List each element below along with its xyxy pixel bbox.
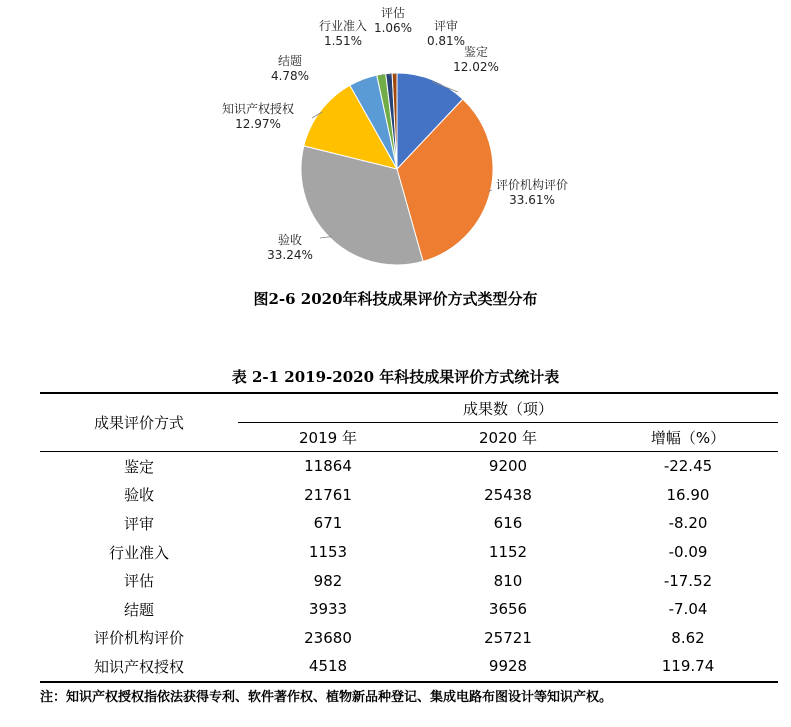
header-group: 成果数（项） bbox=[238, 393, 778, 423]
table-caption: 表 2-1 2019-2020 年科技成果评价方式统计表 bbox=[231, 368, 560, 386]
cell-method: 行业准入 bbox=[108, 543, 169, 562]
header-method: 成果评价方式 bbox=[40, 393, 238, 452]
cell-2020: 9200 bbox=[488, 457, 528, 476]
slice-label: 验收 bbox=[277, 233, 303, 247]
slice-percent: 33.61% bbox=[509, 193, 555, 207]
cell-method: 知识产权授权 bbox=[40, 652, 238, 682]
table-row bbox=[40, 652, 778, 682]
table-row bbox=[40, 624, 778, 653]
pie-chart-svg bbox=[0, 0, 791, 290]
cell-change: -0.09 bbox=[668, 543, 708, 562]
slice-percent: 4.78% bbox=[270, 69, 310, 83]
cell-change: -17.52 bbox=[663, 571, 713, 590]
cell-method: 验收 bbox=[123, 486, 154, 505]
slice-percent: 1.06% bbox=[373, 21, 413, 35]
table-note: 注：知识产权授权指依法获得专利、软件著作权、植物新品种登记、集成电路布图设计等知识产权。 bbox=[40, 690, 613, 705]
slice-percent: 33.24% bbox=[267, 248, 313, 262]
slice-percent: 0.81% bbox=[426, 34, 466, 48]
cell-2019: 21761 bbox=[304, 485, 352, 504]
table-row bbox=[40, 566, 778, 595]
cell-2019: 982 bbox=[313, 571, 343, 590]
slice-percent: 1.51% bbox=[323, 34, 363, 48]
cell-2020: 1152 bbox=[488, 543, 528, 562]
table-row bbox=[40, 595, 778, 624]
slice-label: 知识产权授权 bbox=[221, 102, 295, 116]
cell-2020: 810 bbox=[493, 571, 523, 590]
cell-method: 评审 bbox=[123, 514, 154, 533]
pie-chart bbox=[0, 0, 791, 290]
slice-label: 鉴定 bbox=[463, 45, 489, 59]
cell-method: 评估 bbox=[123, 572, 154, 591]
cell-change: 119.74 bbox=[598, 652, 778, 682]
header-2019: 2019 年 bbox=[238, 423, 418, 452]
cell-change: -7.04 bbox=[668, 600, 708, 619]
cell-change: 16.90 bbox=[666, 485, 710, 504]
stats-table bbox=[40, 392, 778, 683]
slice-label: 评审 bbox=[433, 19, 459, 33]
cell-2020: 9928 bbox=[418, 652, 598, 682]
table-row bbox=[40, 481, 778, 510]
cell-change: -8.20 bbox=[668, 514, 708, 533]
slice-label: 行业准入 bbox=[318, 19, 368, 33]
slice-label: 评估 bbox=[380, 6, 406, 20]
table-row bbox=[40, 538, 778, 567]
header-change: 增幅（%） bbox=[598, 423, 778, 452]
slice-percent: 12.97% bbox=[235, 117, 281, 131]
slice-label: 评价机构评价 bbox=[495, 178, 569, 192]
cell-2020: 25438 bbox=[484, 485, 532, 504]
cell-2019: 1153 bbox=[308, 543, 348, 562]
cell-2019: 23680 bbox=[304, 628, 352, 647]
cell-2019: 3933 bbox=[308, 600, 348, 619]
cell-2020: 616 bbox=[493, 514, 523, 533]
cell-2019: 671 bbox=[313, 514, 343, 533]
slice-label: 结题 bbox=[277, 54, 303, 68]
cell-2019: 4518 bbox=[238, 652, 418, 682]
header-2020: 2020 年 bbox=[418, 423, 598, 452]
table-row bbox=[40, 452, 778, 481]
cell-change: 8.62 bbox=[671, 628, 705, 647]
cell-method: 鉴定 bbox=[123, 457, 154, 476]
table-row bbox=[40, 509, 778, 538]
cell-2020: 3656 bbox=[488, 600, 528, 619]
cell-change: -22.45 bbox=[663, 457, 713, 476]
cell-method: 评价机构评价 bbox=[93, 629, 184, 648]
cell-2019: 11864 bbox=[304, 457, 352, 476]
figure-caption: 图2-6 2020年科技成果评价方式类型分布 bbox=[253, 290, 538, 308]
cell-method: 结题 bbox=[123, 600, 154, 619]
cell-2020: 25721 bbox=[484, 628, 532, 647]
slice-percent: 12.02% bbox=[453, 60, 499, 74]
